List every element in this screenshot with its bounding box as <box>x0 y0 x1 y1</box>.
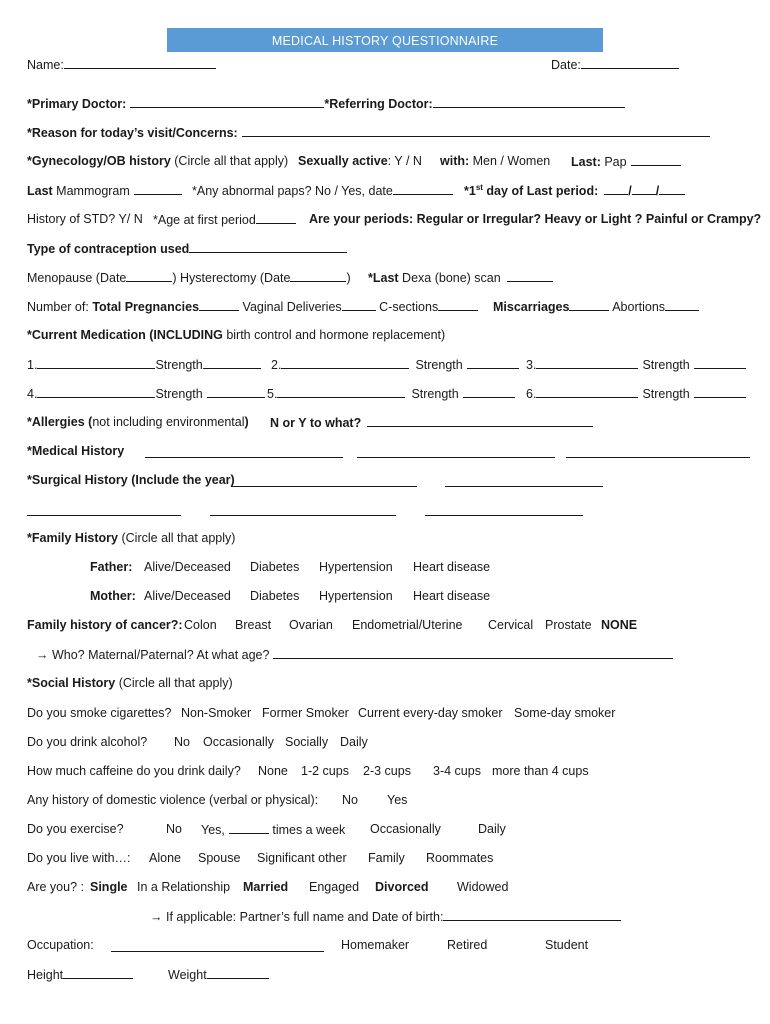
number-of-label: Number of: <box>27 300 93 314</box>
periods-question[interactable]: Are your periods: Regular or Irregular? Heavy or Light ? Painful or Crampy? <box>309 212 762 226</box>
arrow-right-icon: → <box>36 648 49 662</box>
mammogram-group <box>27 182 182 199</box>
medical-history-line-2[interactable] <box>357 457 555 458</box>
vaginal-deliveries-field[interactable] <box>342 298 376 311</box>
live-alone[interactable]: Alone <box>149 851 181 865</box>
dexa-field[interactable] <box>507 269 553 282</box>
med-num-2: 2. <box>271 358 282 372</box>
strength-2-field[interactable] <box>467 356 519 369</box>
smoke-current[interactable]: Current every-day smoker <box>358 706 503 720</box>
mother-status[interactable]: Alive/Deceased <box>144 589 231 603</box>
status-relationship[interactable]: In a Relationship <box>137 880 231 894</box>
allergies-field[interactable] <box>367 414 593 427</box>
last-pap-group <box>571 153 681 170</box>
father-diabetes[interactable]: Diabetes <box>250 560 300 574</box>
live-significant-other[interactable]: Significant other <box>257 851 347 865</box>
hysterectomy-label: ) Hysterectomy (Date <box>172 271 291 285</box>
caffeine-3-4[interactable]: 3-4 cups <box>433 764 481 778</box>
surgical-history-line-5[interactable] <box>425 515 583 516</box>
caffeine-1-2[interactable]: 1-2 cups <box>301 764 349 778</box>
dv-yes[interactable]: Yes <box>387 793 408 807</box>
alcohol-question: Do you drink alcohol? <box>27 735 148 749</box>
abnormal-paps-group <box>192 182 453 199</box>
mammogram-label: Mammogram <box>52 184 130 198</box>
med-num-1: 1. <box>27 358 38 372</box>
live-roommates[interactable]: Roommates <box>426 851 494 865</box>
abortions-label: Abortions <box>609 300 666 314</box>
occupation-student[interactable]: Student <box>545 938 589 952</box>
occupation-field[interactable] <box>111 951 324 952</box>
medication-row-1 <box>27 356 261 373</box>
family-history-label: *Family History <box>27 531 119 545</box>
name-row <box>27 56 216 73</box>
med-5-field[interactable] <box>277 385 405 398</box>
partner-row <box>150 908 621 925</box>
date-field[interactable] <box>581 56 679 69</box>
age-first-label: *Age at first period <box>153 213 256 227</box>
exercise-yes[interactable]: Yes, <box>201 823 225 837</box>
hysterectomy-close: ) <box>346 271 351 285</box>
height-label: Height <box>27 968 64 982</box>
last-period-group: *1st day of Last period: / / <box>464 182 685 199</box>
surgical-history-row <box>27 472 235 488</box>
social-history-heading <box>27 675 233 691</box>
std-row <box>27 211 143 227</box>
cancer-cervical[interactable]: Cervical <box>488 618 534 632</box>
strength-5-field[interactable] <box>463 385 515 398</box>
social-circle-note: (Circle all that apply) <box>115 676 233 690</box>
arrow-right-icon: → <box>150 910 163 924</box>
surgical-history-label: *Surgical History (Include the year) <box>27 473 235 487</box>
last-mammo-label: Last <box>27 184 53 198</box>
std-history[interactable]: History of STD? Y/ N <box>27 212 143 226</box>
allergies-close: ) <box>244 415 249 429</box>
cancer-who-row <box>36 646 673 663</box>
strength-6-field[interactable] <box>694 385 746 398</box>
with-label: with: <box>440 154 470 168</box>
med-num-3: 3. <box>526 358 537 372</box>
surgical-history-line-4[interactable] <box>210 515 396 516</box>
period-day-field[interactable] <box>632 182 656 195</box>
strength-label: Strength <box>642 358 690 372</box>
menopause-row <box>27 269 351 286</box>
total-pregnancies-label: Total Pregnancies <box>92 300 200 314</box>
smoke-some-day[interactable]: Some-day smoker <box>514 706 616 720</box>
status-married[interactable]: Married <box>243 880 289 894</box>
exercise-daily[interactable]: Daily <box>478 822 506 836</box>
alcohol-no[interactable]: No <box>174 735 190 749</box>
gyn-row <box>27 153 288 169</box>
caffeine-none[interactable]: None <box>258 764 288 778</box>
alcohol-daily[interactable]: Daily <box>340 735 368 749</box>
exercise-no[interactable]: No <box>166 822 182 836</box>
vaginal-deliveries-label: Vaginal Deliveries <box>239 300 342 314</box>
pap-label: Pap <box>600 155 627 169</box>
med-4-field[interactable] <box>37 385 155 398</box>
med-num-6: 6. <box>526 387 537 401</box>
strength-1-field[interactable] <box>203 356 261 369</box>
smoke-question: Do you smoke cigarettes? <box>27 706 172 720</box>
medical-history-line-1[interactable] <box>145 457 343 458</box>
sexually-active-label: Sexually active <box>298 154 388 168</box>
strength-label: Strength <box>415 358 463 372</box>
are-you-question: Are you? : <box>27 880 84 894</box>
doctor-row <box>27 95 625 112</box>
exercise-times-field[interactable] <box>229 821 269 834</box>
dv-no[interactable]: No <box>342 793 358 807</box>
family-circle-note: (Circle all that apply) <box>118 531 236 545</box>
gyn-circle-note: (Circle all that apply) <box>170 154 289 168</box>
smoke-non-smoker[interactable]: Non-Smoker <box>181 706 252 720</box>
live-family[interactable]: Family <box>368 851 405 865</box>
cancer-none[interactable]: NONE <box>601 618 638 632</box>
reason-field[interactable] <box>242 124 710 137</box>
menopause-label: Menopause (Date <box>27 271 127 285</box>
med-3-field[interactable] <box>536 356 638 369</box>
medical-history-label: *Medical History <box>27 444 125 458</box>
gyn-label: *Gynecology/OB history <box>27 154 171 168</box>
reason-row <box>27 124 710 141</box>
mother-label: Mother: <box>90 589 136 603</box>
sexually-active-options[interactable]: : Y / N <box>387 154 422 168</box>
with-options[interactable]: Men / Women <box>469 154 551 168</box>
mother-diabetes[interactable]: Diabetes <box>250 589 300 603</box>
total-pregnancies-field[interactable] <box>199 298 239 311</box>
first-day-sup: st <box>475 182 483 192</box>
weight-row <box>168 966 269 983</box>
referring-doctor-field[interactable] <box>433 95 625 108</box>
med-1-field[interactable] <box>37 356 155 369</box>
medication-row-3 <box>526 356 746 373</box>
primary-doctor-label: *Primary Doctor: <box>27 97 127 111</box>
period-year-field[interactable] <box>659 182 685 195</box>
status-single[interactable]: Single <box>90 880 128 894</box>
date-label: Date: <box>551 58 581 72</box>
contraception-field[interactable] <box>189 240 347 253</box>
first-day-label-a: *1 <box>464 184 476 198</box>
med-2-field[interactable] <box>281 356 409 369</box>
status-divorced[interactable]: Divorced <box>375 880 429 894</box>
pregnancy-row <box>27 298 478 315</box>
name-label: Name: <box>27 58 64 72</box>
cancer-colon[interactable]: Colon <box>184 618 217 632</box>
abortions-field[interactable] <box>665 298 699 311</box>
dexa-label: Dexa (bone) scan <box>398 271 501 285</box>
medication-note: birth control and hormone replacement) <box>222 328 446 342</box>
last-dexa-label: *Last <box>368 271 399 285</box>
miscarriage-group <box>493 298 699 315</box>
form-title: MEDICAL HISTORY QUESTIONNAIRE <box>167 28 603 52</box>
date-row <box>551 56 679 73</box>
alcohol-occasionally[interactable]: Occasionally <box>203 735 274 749</box>
father-label: Father: <box>90 560 133 574</box>
med-6-field[interactable] <box>536 385 638 398</box>
partner-field[interactable] <box>443 908 621 921</box>
father-heart-disease[interactable]: Heart disease <box>413 560 491 574</box>
strength-4-field[interactable] <box>207 385 265 398</box>
age-first-field[interactable] <box>256 211 296 224</box>
occupation-retired[interactable]: Retired <box>447 938 488 952</box>
strength-3-field[interactable] <box>694 356 746 369</box>
strength-label: Strength <box>642 387 690 401</box>
mother-hypertension[interactable]: Hypertension <box>319 589 393 603</box>
height-field[interactable] <box>63 966 133 979</box>
exercise-yes-group <box>201 821 345 838</box>
miscarriages-field[interactable] <box>569 298 609 311</box>
csections-label: C-sections <box>375 300 439 314</box>
weight-label: Weight <box>168 968 207 982</box>
live-spouse[interactable]: Spouse <box>198 851 241 865</box>
medication-row-6 <box>526 385 746 402</box>
referring-doctor-label: *Referring Doctor: <box>324 97 433 111</box>
strength-label: Strength <box>411 387 459 401</box>
med-num-5: 5. <box>267 387 278 401</box>
occupation-label: Occupation: <box>27 938 94 952</box>
father-hypertension[interactable]: Hypertension <box>319 560 393 574</box>
miscarriages-label: Miscarriages <box>493 300 570 314</box>
live-with-question: Do you live with…: <box>27 851 131 865</box>
exercise-question: Do you exercise? <box>27 822 124 836</box>
contraception-label: Type of contraception used <box>27 242 190 256</box>
med-num-4: 4. <box>27 387 38 401</box>
mother-heart-disease[interactable]: Heart disease <box>413 589 491 603</box>
surgical-history-line-3[interactable] <box>27 515 181 516</box>
domestic-violence-question: Any history of domestic violence (verbal or physical): <box>27 793 319 807</box>
hysterectomy-date-field[interactable] <box>290 269 346 282</box>
strength-label: Strength <box>155 358 203 372</box>
allergies-row <box>27 414 249 430</box>
smoke-former[interactable]: Former Smoker <box>262 706 349 720</box>
menopause-date-field[interactable] <box>126 269 172 282</box>
primary-doctor-field[interactable] <box>130 95 324 108</box>
age-first-group <box>153 211 296 228</box>
times-week-label: times a week <box>268 823 346 837</box>
abnormal-paps-label: *Any abnormal paps? No / Yes, date <box>192 184 393 198</box>
surgical-history-line-1[interactable] <box>231 486 417 487</box>
cancer-prostate[interactable]: Prostate <box>545 618 592 632</box>
first-day-label-b: day of Last period: <box>482 184 599 198</box>
cancer-label: Family history of cancer?: <box>27 618 183 632</box>
partner-label: If applicable: Partner’s full name and Date of birth: <box>162 910 444 924</box>
medication-heading <box>27 327 445 343</box>
csections-field[interactable] <box>438 298 478 311</box>
alcohol-socially[interactable]: Socially <box>285 735 329 749</box>
allergies-label: *Allergies ( <box>27 415 93 429</box>
cancer-who-field[interactable] <box>273 646 673 659</box>
cancer-who-label: Who? Maternal/Paternal? At what age? <box>48 648 270 662</box>
partner-gender-group <box>440 153 550 169</box>
contraception-row <box>27 240 347 257</box>
medication-row-5 <box>267 385 515 402</box>
allergies-options[interactable]: N or Y to what? <box>270 416 362 430</box>
last-label: Last: <box>571 155 601 169</box>
medication-row-4 <box>27 385 265 402</box>
caffeine-2-3[interactable]: 2-3 cups <box>363 764 411 778</box>
weight-field[interactable] <box>207 966 269 979</box>
allergies-options-group <box>270 414 593 431</box>
cancer-breast[interactable]: Breast <box>235 618 272 632</box>
family-history-heading <box>27 530 235 546</box>
mammogram-field[interactable] <box>134 182 182 195</box>
strength-label: Strength <box>155 387 203 401</box>
name-field[interactable] <box>64 56 216 69</box>
exercise-occasionally[interactable]: Occasionally <box>370 822 441 836</box>
reason-label: *Reason for today’s visit/Concerns: <box>27 126 238 140</box>
medical-history-line-3[interactable] <box>566 457 750 458</box>
medication-paren: (INCLUDING <box>145 328 223 342</box>
surgical-history-line-2[interactable] <box>445 486 603 487</box>
abnormal-paps-date-field[interactable] <box>393 182 453 195</box>
dexa-group <box>368 269 553 286</box>
period-month-field[interactable] <box>604 182 628 195</box>
social-history-label: *Social History <box>27 676 116 690</box>
pap-field[interactable] <box>631 153 681 166</box>
cancer-endometrial[interactable]: Endometrial/Uterine <box>352 618 463 632</box>
father-status[interactable]: Alive/Deceased <box>144 560 231 574</box>
height-row <box>27 966 133 983</box>
cancer-ovarian[interactable]: Ovarian <box>289 618 333 632</box>
medication-row-2 <box>271 356 519 373</box>
allergies-note: not including environmental <box>92 415 245 429</box>
status-widowed[interactable]: Widowed <box>457 880 509 894</box>
caffeine-more-4[interactable]: more than 4 cups <box>492 764 589 778</box>
caffeine-question: How much caffeine do you drink daily? <box>27 764 241 778</box>
medication-label: *Current Medication <box>27 328 146 342</box>
status-engaged[interactable]: Engaged <box>309 880 360 894</box>
sexually-active-group <box>298 153 422 169</box>
occupation-homemaker[interactable]: Homemaker <box>341 938 410 952</box>
